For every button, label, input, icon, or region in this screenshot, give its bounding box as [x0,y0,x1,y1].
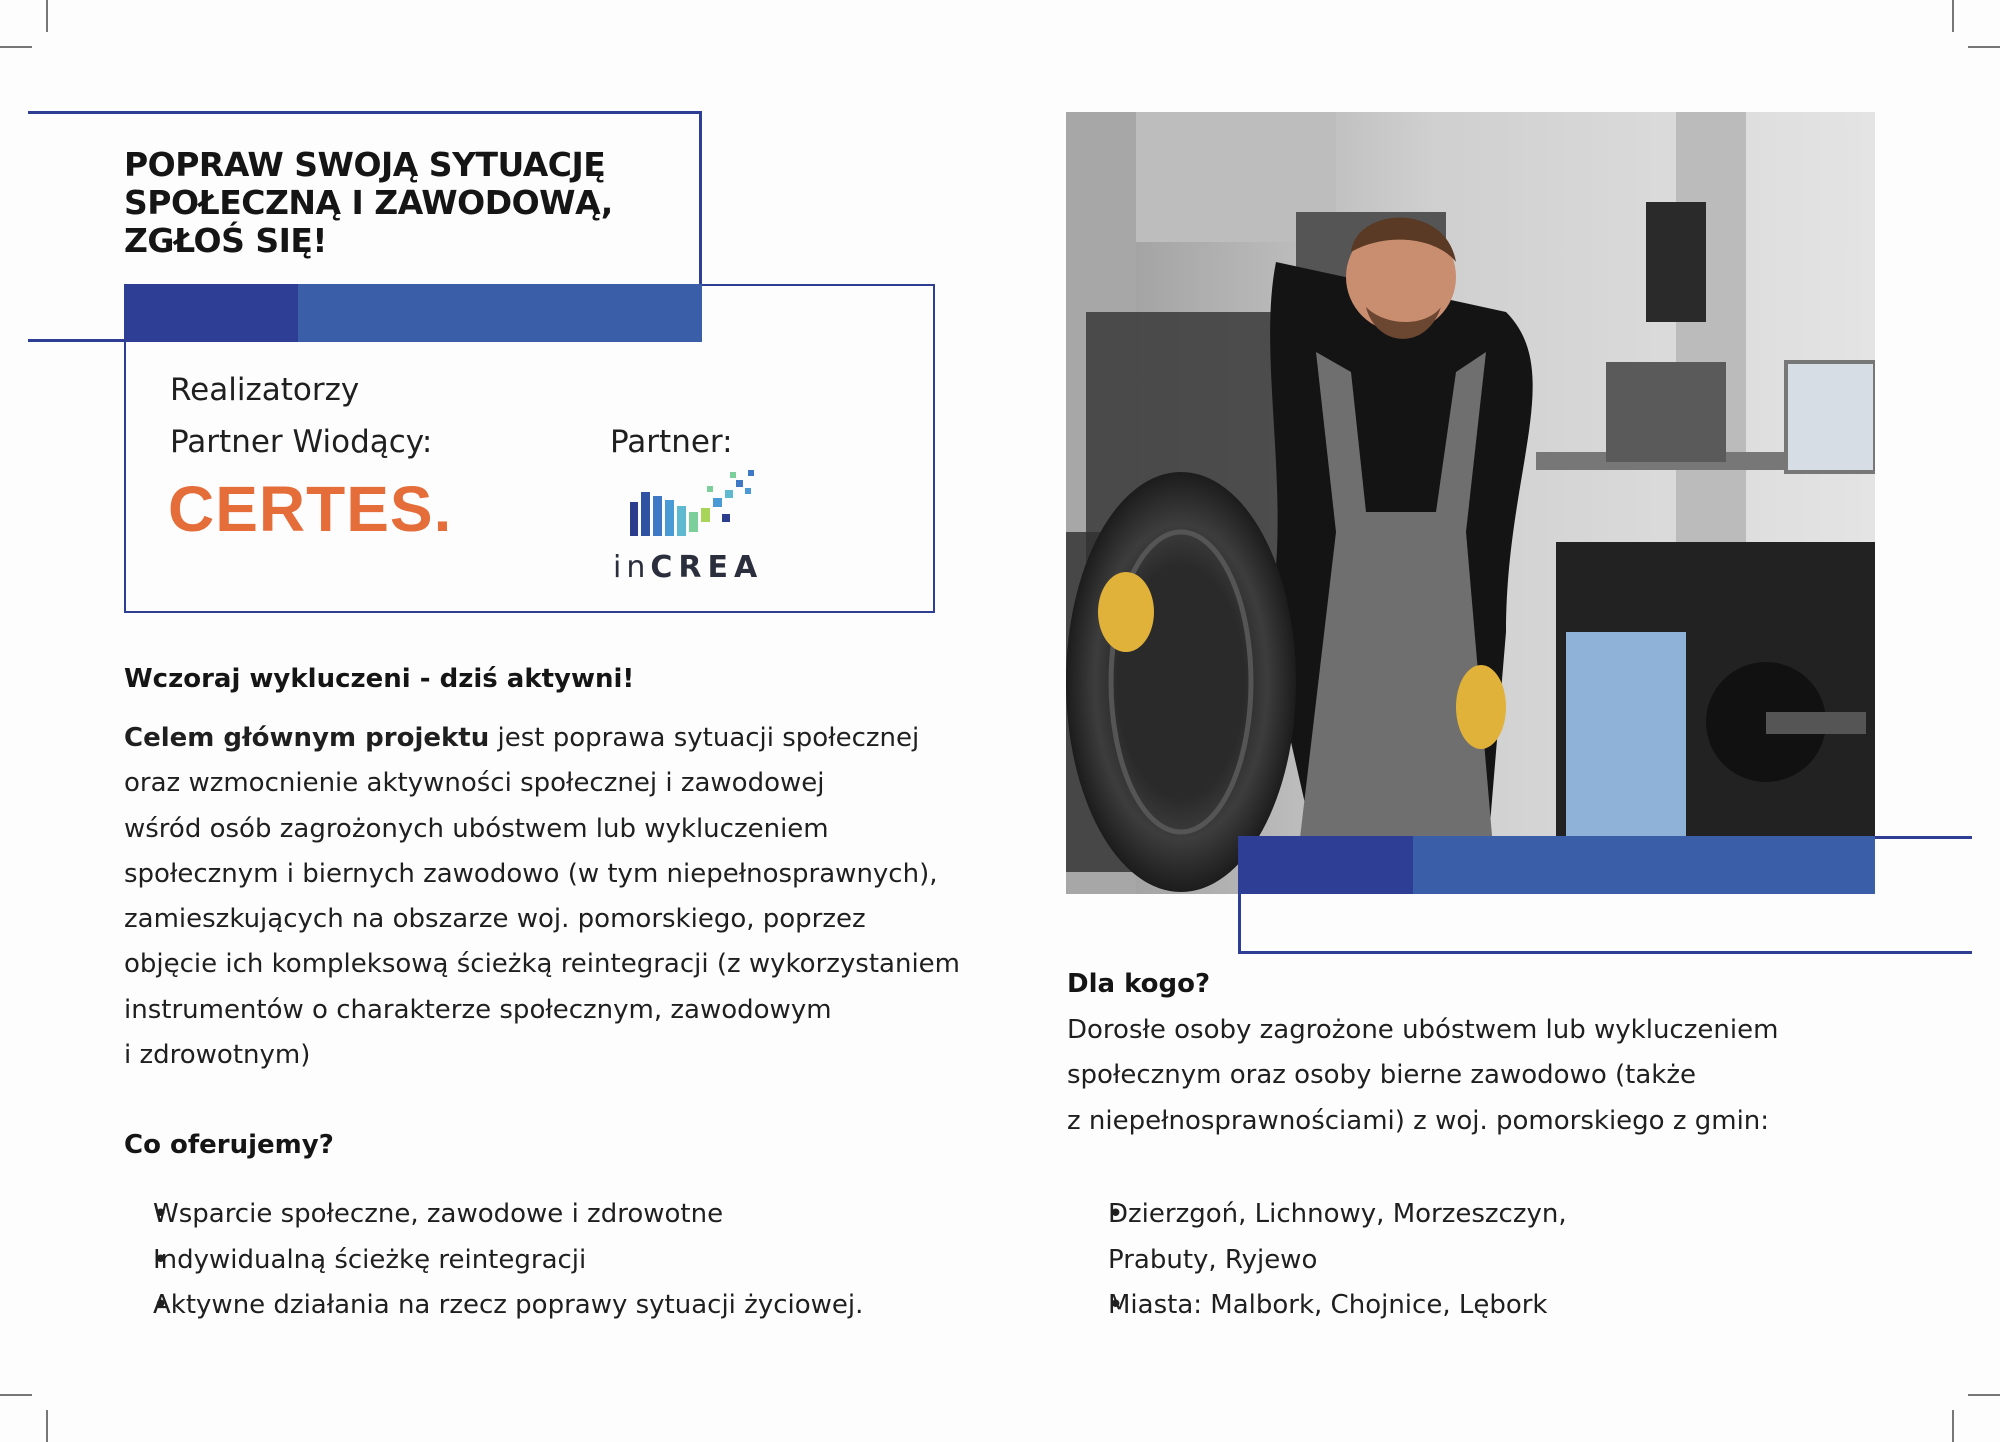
intro-bold-lead: Celem głównym projektu [124,723,490,753]
increa-logo [612,464,792,584]
crop-mark [0,1394,32,1396]
offer-list [124,1192,863,1329]
lead-partner-label: Partner Wiodący: [170,424,433,460]
partners-title: Realizatorzy [170,372,360,408]
crop-mark [1968,1394,2000,1396]
audience-paragraph [1067,1008,1778,1144]
increa-wordmark-light: in [613,550,651,585]
crop-mark [1952,1410,1954,1442]
audience-line: z niepełnosprawnościami) z woj. pomorskiego z gmin: [1067,1105,1770,1136]
mechanic-photo [1066,112,1875,894]
headline-line: SPOŁECZNĄ I ZAWODOWĄ, [124,183,613,222]
crop-mark [0,46,32,48]
crop-mark [46,0,48,32]
headline-box-top [28,111,702,114]
crop-mark [46,1410,48,1442]
headline [124,146,684,260]
audience-line: społecznym oraz osoby bierne zawodowo (także [1067,1060,1696,1091]
accent-bar-light [298,284,702,342]
certes-logo: CERTES. [168,473,453,545]
intro-line: instrumentów o charakterze społecznym, zawodowym [124,994,832,1025]
partner-label: Partner: [610,424,733,460]
municipality-item: • Miasta: Malbork, Chojnice, Lębork [1067,1283,1567,1329]
intro-line: i zdrowotnym) [124,1040,311,1071]
intro-line: społecznym i biernych zawodowo (w tym niepełnosprawnych), [124,858,938,889]
headline-line: ZGŁOŚ SIĘ! [124,221,327,260]
offer-heading: Co oferujemy? [124,1130,334,1160]
intro-line: objęcie ich kompleksową ścieżką reintegracji (z wykorzystaniem [124,949,960,980]
headline-box-bottom-line [28,339,128,342]
photo-accent-bottom-line [1238,951,1972,954]
offer-item: • Indywidualną ścieżkę reintegracji [124,1238,863,1284]
audience-heading: Dla kogo? [1067,969,1211,999]
increa-wordmark [613,550,763,585]
photo-accent-dark [1238,836,1413,894]
intro-line: oraz wzmocnienie aktywności społecznej i zawodowej [124,768,825,799]
audience-line: Dorosłe osoby zagrożone ubóstwem lub wykluczeniem [1067,1015,1779,1045]
intro-paragraph [124,716,960,1078]
municipalities-list [1067,1192,1567,1329]
accent-bar-dark [124,284,298,342]
intro-line: zamieszkujących na obszarze woj. pomorskiego, poprzez [124,904,866,935]
intro-line: wśród osób zagrożonych ubóstwem lub wykluczeniem [124,813,829,844]
mechanic-with-tire-illustration [1066,112,1875,894]
increa-wordmark-bold: CREA [650,550,764,585]
intro-heading: Wczoraj wykluczeni - dziś aktywni! [124,664,635,694]
offer-item: • Wsparcie społeczne, zawodowe i zdrowotne [124,1192,863,1238]
increa-logo-mark [612,464,792,544]
photo-accent-light [1413,836,1875,894]
photo-accent-left-line [1238,836,1241,954]
crop-mark [1952,0,1954,32]
photo-accent-top-line [1875,836,1972,839]
intro-line-text: jest poprawa sytuacji społecznej [489,723,920,753]
offer-item: • Aktywne działania na rzecz poprawy sytuacji życiowej. [124,1283,863,1329]
intro-line [124,716,960,761]
crop-mark [1968,46,2000,48]
headline-line: POPRAW SWOJĄ SYTUACJĘ [124,145,606,184]
municipality-item: • Dzierzgoń, Lichnowy, Morzeszczyn, Prabuty, Ryjewo [1067,1192,1567,1283]
